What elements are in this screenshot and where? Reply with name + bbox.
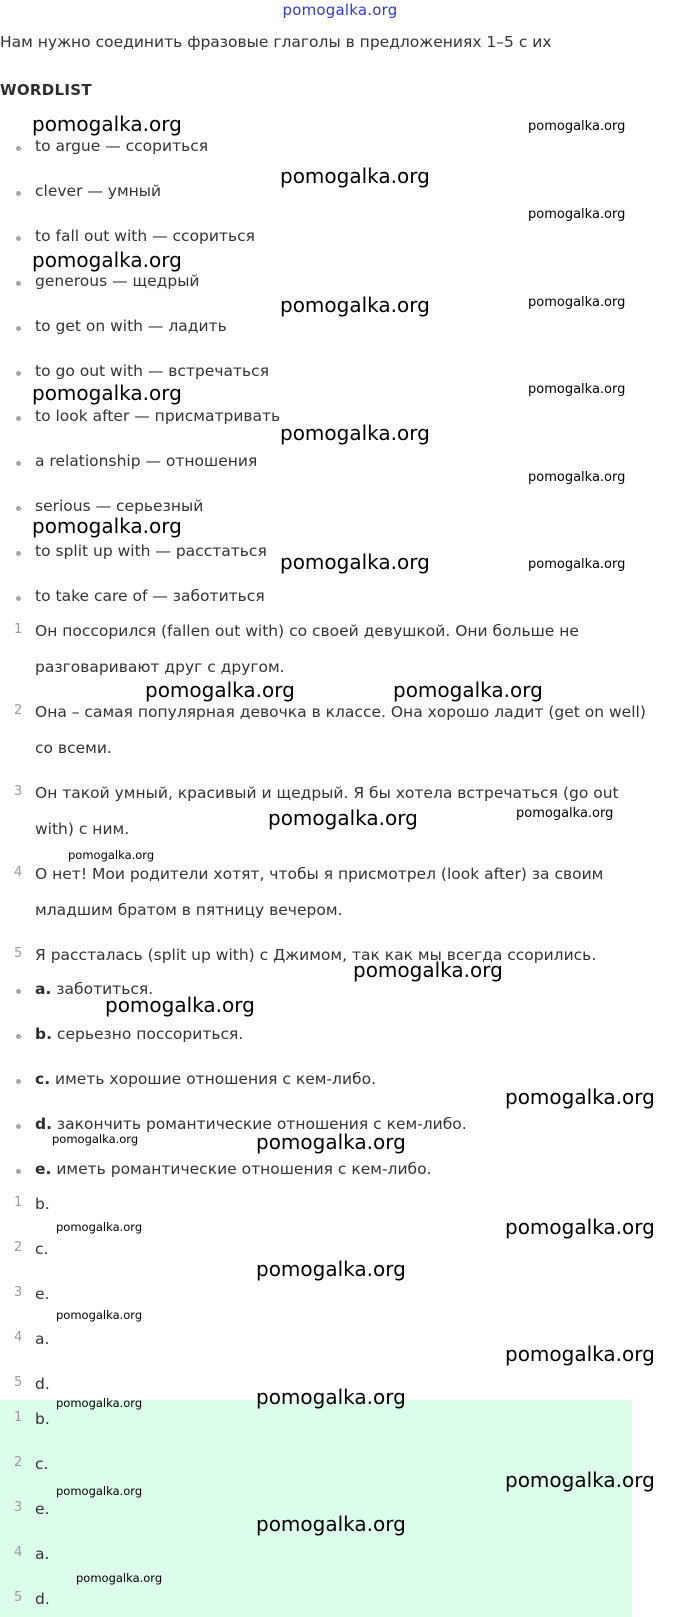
item-number: 3 <box>14 1285 23 1300</box>
watermark: pomogalka.org <box>505 1342 655 1366</box>
watermark: pomogalka.org <box>528 207 626 222</box>
definition-letter: d. <box>35 1115 52 1133</box>
wordlist-item-text: to split up with — расстаться <box>35 542 267 560</box>
bullet-icon <box>16 281 21 286</box>
bullet-icon <box>16 1034 21 1039</box>
bullet-icon <box>16 1079 21 1084</box>
watermark: pomogalka.org <box>76 1571 163 1585</box>
sentence-text-continued: со всеми. <box>35 739 112 757</box>
wordlist-item-text: to get on with — ладить <box>35 317 227 335</box>
item-number: 5 <box>14 946 23 961</box>
watermark: pomogalka.org <box>256 1512 406 1536</box>
intro-text: Нам нужно соединить фразовые глаголы в предложениях 1–5 с их <box>0 33 552 51</box>
bullet-icon <box>16 236 21 241</box>
bullet-icon <box>16 1124 21 1129</box>
site-header[interactable]: pomogalka.org <box>282 1 398 19</box>
watermark: pomogalka.org <box>145 678 295 702</box>
definition-text: иметь романтические отношения с кем-либо. <box>56 1160 432 1178</box>
sentence-text: Он такой умный, красивый и щедрый. Я бы хотела встречаться (go out <box>35 784 619 802</box>
watermark: pomogalka.org <box>505 1085 655 1109</box>
answer-panel <box>0 1400 632 1617</box>
wordlist-item-text: generous — щедрый <box>35 272 200 290</box>
wordlist-heading: WORDLIST <box>0 81 92 99</box>
watermark: pomogalka.org <box>280 550 430 574</box>
sentence-text-continued: with) с ним. <box>35 820 130 838</box>
watermark: pomogalka.org <box>528 470 626 485</box>
bullet-icon <box>16 506 21 511</box>
bullet-icon <box>16 371 21 376</box>
watermark: pomogalka.org <box>56 1396 143 1410</box>
wordlist-item-text: to argue — ссориться <box>35 137 209 155</box>
item-number: 1 <box>14 622 23 637</box>
answer-value: b. <box>35 1195 50 1213</box>
bullet-icon <box>16 989 21 994</box>
answer-value: d. <box>35 1375 50 1393</box>
watermark: pomogalka.org <box>516 806 614 821</box>
answer-value: a. <box>35 1545 50 1563</box>
watermark: pomogalka.org <box>280 421 430 445</box>
item-number: 5 <box>14 1375 23 1390</box>
item-number: 1 <box>14 1195 23 1210</box>
sentence-text: Она – самая популярная девочка в классе. Она хорошо ладит (get on well) <box>35 703 646 721</box>
watermark: pomogalka.org <box>32 112 182 136</box>
item-number: 4 <box>14 1330 23 1345</box>
watermark: pomogalka.org <box>68 848 155 862</box>
answer-value: c. <box>35 1240 49 1258</box>
watermark: pomogalka.org <box>32 248 182 272</box>
watermark: pomogalka.org <box>32 514 182 538</box>
bullet-icon <box>16 461 21 466</box>
watermark: pomogalka.org <box>52 1132 139 1146</box>
bullet-icon <box>16 146 21 151</box>
watermark: pomogalka.org <box>56 1484 143 1498</box>
wordlist-item-text: to look after — присматривать <box>35 407 281 425</box>
watermark: pomogalka.org <box>280 293 430 317</box>
definition-text: иметь хорошие отношения с кем-либо. <box>55 1070 376 1088</box>
answer-value: d. <box>35 1590 50 1608</box>
watermark: pomogalka.org <box>256 1385 406 1409</box>
wordlist-item-text: to take care of — заботиться <box>35 587 265 605</box>
watermark: pomogalka.org <box>528 557 626 572</box>
definition-letter: c. <box>35 1070 51 1088</box>
answer-value: e. <box>35 1500 50 1518</box>
wordlist-item-text: to fall out with — ссориться <box>35 227 255 245</box>
watermark: pomogalka.org <box>280 164 430 188</box>
bullet-icon <box>16 326 21 331</box>
watermark: pomogalka.org <box>353 958 503 982</box>
definition-text: заботиться. <box>56 980 154 998</box>
watermark: pomogalka.org <box>256 1130 406 1154</box>
definition-letter: a. <box>35 980 52 998</box>
sentence-text-continued: младшим братом в пятницу вечером. <box>35 901 343 919</box>
wordlist-item-text: serious — серьезный <box>35 497 204 515</box>
item-number: 2 <box>14 703 23 718</box>
bullet-icon <box>16 1169 21 1174</box>
item-number: 2 <box>14 1240 23 1255</box>
watermark: pomogalka.org <box>505 1215 655 1239</box>
item-number: 1 <box>14 1410 23 1425</box>
wordlist-item-text: a relationship — отношения <box>35 452 258 470</box>
watermark: pomogalka.org <box>528 382 626 397</box>
bullet-icon <box>16 596 21 601</box>
sentence-text: Он поссорился (fallen out with) со своей девушкой. Они больше не <box>35 622 579 640</box>
bullet-icon <box>16 551 21 556</box>
watermark: pomogalka.org <box>528 295 626 310</box>
watermark: pomogalka.org <box>528 119 626 134</box>
sentence-text: Я рассталась (split up with) с Джимом, так как мы всегда ссорились. <box>35 946 597 964</box>
watermark: pomogalka.org <box>505 1468 655 1492</box>
wordlist-item-text: to go out with — встречаться <box>35 362 270 380</box>
sentence-text-continued: разговаривают друг с другом. <box>35 658 285 676</box>
item-number: 3 <box>14 1500 23 1515</box>
item-number: 4 <box>14 1545 23 1560</box>
answer-value: e. <box>35 1285 50 1303</box>
watermark: pomogalka.org <box>393 678 543 702</box>
item-number: 3 <box>14 784 23 799</box>
answer-value: b. <box>35 1410 50 1428</box>
watermark: pomogalka.org <box>105 993 255 1017</box>
sentence-text: О нет! Мои родители хотят, чтобы я присмотрел (look after) за своим <box>35 865 604 883</box>
watermark: pomogalka.org <box>256 1257 406 1281</box>
item-number: 5 <box>14 1590 23 1605</box>
item-number: 2 <box>14 1455 23 1470</box>
item-number: 4 <box>14 865 23 880</box>
definition-text: серьезно поссориться. <box>56 1025 244 1043</box>
watermark: pomogalka.org <box>56 1220 143 1234</box>
watermark: pomogalka.org <box>56 1308 143 1322</box>
wordlist-item-text: clever — умный <box>35 182 162 200</box>
bullet-icon <box>16 191 21 196</box>
answer-value: c. <box>35 1455 49 1473</box>
definition-text: закончить романтические отношения с кем-либо. <box>56 1115 467 1133</box>
definition-letter: b. <box>35 1025 52 1043</box>
watermark: pomogalka.org <box>32 381 182 405</box>
definition-letter: e. <box>35 1160 52 1178</box>
watermark: pomogalka.org <box>268 806 418 830</box>
bullet-icon <box>16 416 21 421</box>
answer-value: a. <box>35 1330 50 1348</box>
